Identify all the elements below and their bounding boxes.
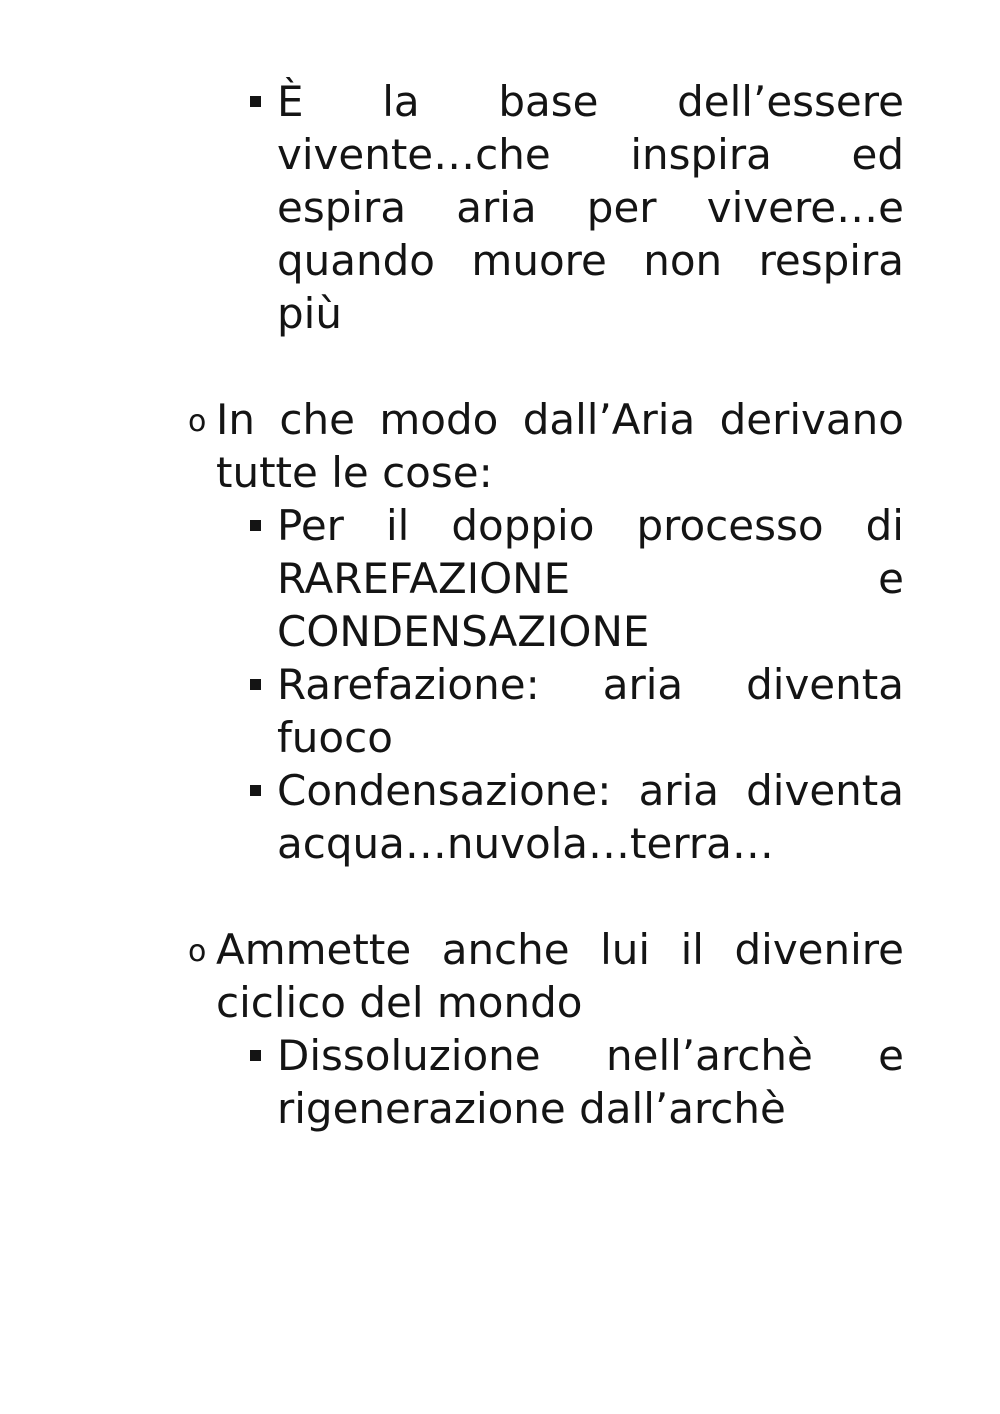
square-bullet-icon — [250, 679, 261, 690]
word: diventa — [746, 766, 904, 815]
text-line — [277, 764, 904, 817]
word: aria — [638, 766, 719, 815]
word: Per — [277, 501, 344, 550]
word: derivano — [719, 395, 904, 444]
text-line — [277, 128, 904, 181]
word: In — [216, 395, 256, 444]
word: modo — [379, 395, 499, 444]
word: quando — [277, 236, 435, 285]
word: il — [385, 501, 410, 550]
word: Condensazione: — [277, 766, 612, 815]
text-line — [277, 499, 904, 552]
circle-bullet-icon: o — [188, 404, 207, 439]
word: Dissoluzione — [277, 1031, 541, 1080]
word: base — [498, 77, 599, 126]
word: diventa — [746, 660, 904, 709]
text-line — [216, 393, 904, 446]
circle-bullet-icon: o — [188, 934, 207, 969]
word: RAREFAZIONE — [277, 554, 571, 603]
text-line — [277, 605, 649, 658]
text-line — [277, 181, 904, 234]
word: la — [382, 77, 420, 126]
word: acqua…nuvola…terra… — [277, 819, 774, 868]
word: dell’essere — [677, 77, 904, 126]
text-line — [277, 552, 904, 605]
square-bullet-icon — [250, 785, 261, 796]
text-line — [216, 976, 582, 1029]
word: CONDENSAZIONE — [277, 607, 650, 656]
text-line — [277, 817, 774, 870]
word: per — [586, 183, 657, 232]
word: espira — [277, 183, 407, 232]
word: lui — [600, 925, 651, 974]
text-line — [277, 1082, 786, 1135]
word: ciclico del mondo — [216, 978, 583, 1027]
word: anche — [441, 925, 570, 974]
word: vivere…e — [706, 183, 904, 232]
word: muore — [471, 236, 607, 285]
text-line — [216, 446, 493, 499]
text-line — [216, 923, 904, 976]
word: Rarefazione: — [277, 660, 540, 709]
word: che — [279, 395, 355, 444]
word: divenire — [734, 925, 904, 974]
word: e — [878, 554, 904, 603]
square-bullet-icon — [250, 1050, 261, 1061]
text-line — [277, 287, 342, 340]
word: inspira — [630, 130, 772, 179]
word: tutte le cose: — [216, 448, 493, 497]
word: ed — [851, 130, 904, 179]
text-line — [277, 711, 393, 764]
word: respira — [758, 236, 904, 285]
word: aria — [602, 660, 684, 709]
word: fuoco — [277, 713, 393, 762]
word: nell’archè — [606, 1031, 813, 1080]
word: aria — [456, 183, 537, 232]
word: processo — [636, 501, 824, 550]
word: non — [643, 236, 723, 285]
word: rigenerazione dall’archè — [277, 1084, 786, 1133]
word: e — [878, 1031, 904, 1080]
word: È — [277, 77, 304, 126]
square-bullet-icon — [250, 520, 261, 531]
text-line — [277, 658, 904, 711]
text-line — [277, 1029, 904, 1082]
text-line — [277, 75, 904, 128]
square-bullet-icon — [250, 96, 261, 107]
word: di — [865, 501, 904, 550]
text-line — [277, 234, 904, 287]
word: Ammette — [216, 925, 412, 974]
word: dall’Aria — [522, 395, 696, 444]
word: più — [277, 289, 342, 338]
word: doppio — [451, 501, 595, 550]
word: vivente…che — [277, 130, 551, 179]
word: il — [680, 925, 704, 974]
